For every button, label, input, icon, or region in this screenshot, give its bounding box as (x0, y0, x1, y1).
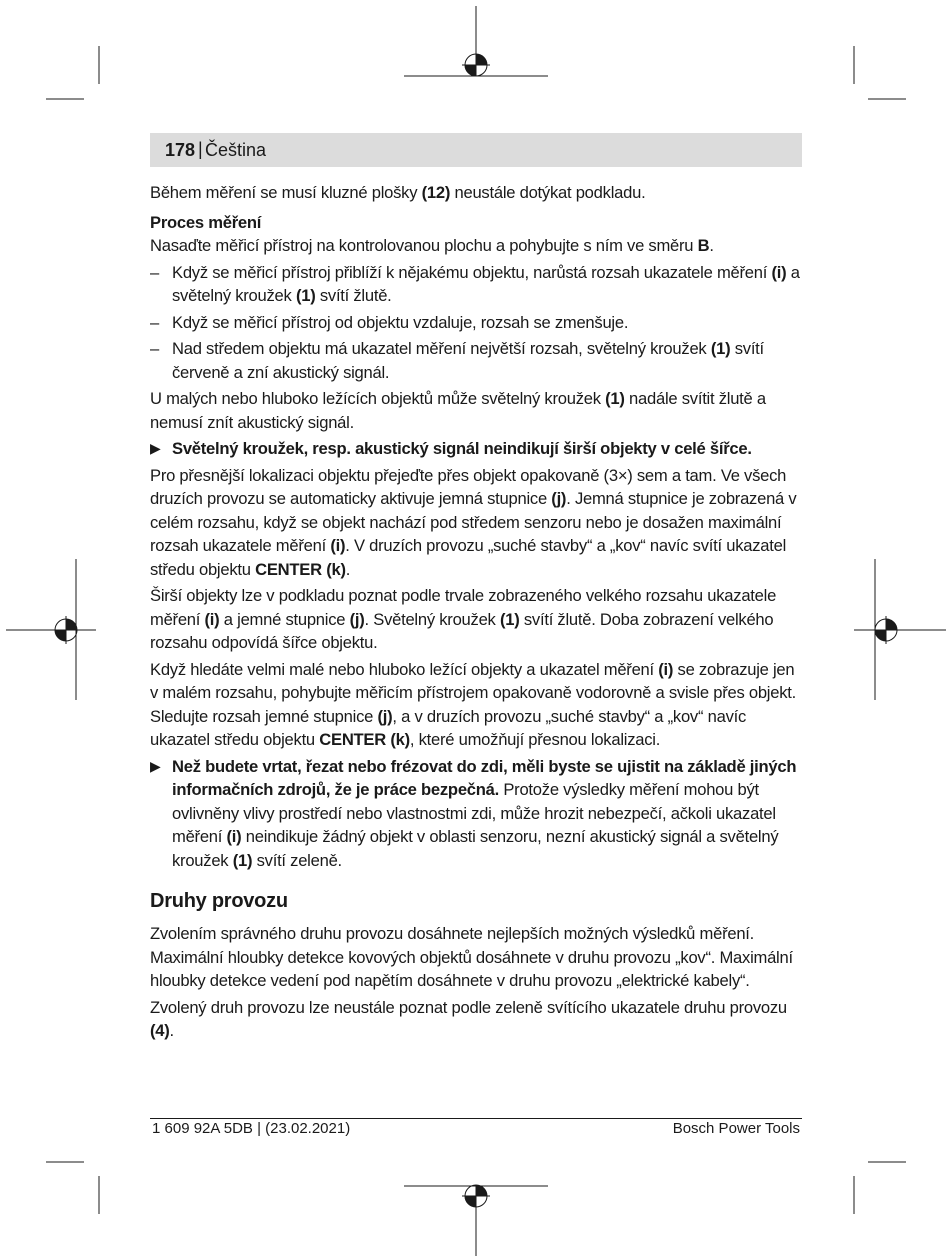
paragraph: U malých nebo hluboko ležících objektů může světelný kroužek (1) nadále svítit žlutě a nemusí znít akustický signál. (150, 389, 766, 432)
paragraph: Nasaďte měřicí přístroj na kontrolovanou plochu a pohybujte s ním ve směru B. (150, 236, 714, 255)
paragraph: Když hledáte velmi malé nebo hluboko ležící objekty a ukazatel měření (i) se zobrazuje jen v malém rozsahu, pohybujte měřicím přístrojem opakovaně vodorovně a svisle přes objekt. Sledujte rozsah jemné stupnice (j), a v druzích provozu „suché stavby“ a „kov“ navíc ukazatel středu objektu CENTER (k), které umožňují přesnou lokalizaci. (150, 659, 796, 749)
page-number: 178 (165, 140, 196, 160)
footer-document-id: 1 609 92A 5DB | (23.02.2021) (152, 1120, 351, 1137)
warning-notice: ▶ Než budete vrtat, řezat nebo frézovat do zdi, měli byste se ujistit na základě jiných informačních zdrojů, že je práce bezpečná. Protože výsledky měření mohou být ovlivněny vlivy prostředí nebo vlastnostmi zdi, může hrozit nebezpečí, ačkoli ukazatel měření (i) neindikuje žádný objekt v oblasti senzoru, nezní akustický signál a světelný kroužek (1) svítí zeleně. (150, 756, 797, 870)
paragraph: Během měření se musí kluzné plošky (12) neustále dotýkat podkladu. (150, 183, 646, 202)
warning-triangle-icon: ▶ (150, 757, 161, 774)
paragraph: Zvolením správného druhu provozu dosáhnete nejlepších možných výsledků měření. Maximální hloubky detekce kovových objektů dosáhnete v druhu provozu „kov“. Maximální hloubky detekce vedení pod napětím dosáhnete v druhu provozu „elektrické kabely“. (150, 924, 793, 990)
footer-rule (150, 1118, 802, 1119)
dash-list-item: – Když se měřicí přístroj přiblíží k nějakému objektu, narůstá rozsah ukazatele měření (i) a světelný kroužek (1) svítí žlutě. (150, 262, 800, 305)
page-header (150, 133, 802, 167)
dash-bullet: – (150, 312, 159, 332)
subheading-measuring-process: Proces měření (150, 212, 262, 232)
header-separator: | (198, 139, 203, 159)
dash-list-item: – Nad středem objektu má ukazatel měření největší rozsah, světelný kroužek (1) svítí červeně a zní akustický signál. (150, 339, 764, 382)
paragraph: Zvolený druh provozu lze neustále poznat podle zeleně svítícího ukazatele druhu provozu (4). (150, 997, 787, 1040)
paragraph: Širší objekty lze v podkladu poznat podle trvale zobrazeného velkého rozsahu ukazatele měření (i) a jemné stupnice (j). Světelný kroužek (1) svítí žlutě. Doba zobrazení velkého rozsahu odpovídá šířce objektu. (150, 586, 777, 652)
dash-bullet: – (150, 339, 159, 358)
header-language: Čeština (205, 140, 267, 160)
footer-brand: Bosch Power Tools (672, 1120, 800, 1137)
section-heading-operating-modes: Druhy provozu (150, 890, 288, 912)
dash-bullet: – (150, 262, 159, 282)
dash-list-item: – Když se měřicí přístroj od objektu vzdaluje, rozsah se zmenšuje. (150, 311, 806, 335)
warning-triangle-icon: ▶ (150, 440, 161, 456)
paragraph: Pro přesnější lokalizaci objektu přejeďte přes objekt opakovaně (3×) sem a tam. Ve všech druzích provozu se automaticky aktivuje jemná stupnice (j). Jemná stupnice je zobrazená v celém rozsahu, když se objekt nachází pod středem senzoru nebo je dosažen maximální rozsah ukazatele měření (i). V druzích provozu „suché stavby“ a „kov“ navíc svítí ukazatel středu objektu CENTER (k). (150, 465, 797, 579)
warning-notice: ▶ Světelný kroužek, resp. akustický signál neindikují širší objekty v celé šířce. (150, 437, 806, 461)
document-body (150, 181, 806, 1046)
